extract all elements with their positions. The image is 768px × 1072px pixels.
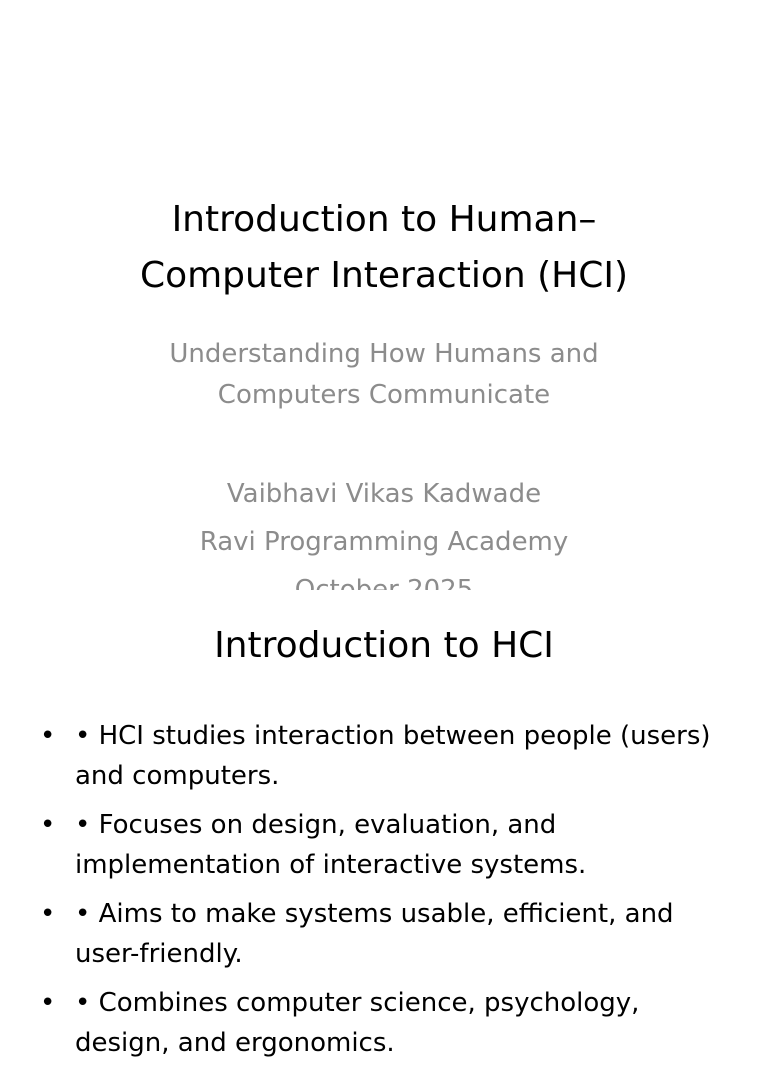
presentation-title-line-2: Computer Interaction (HCI) bbox=[139, 255, 629, 296]
bullet-item bbox=[40, 983, 720, 1063]
presentation-title-line-1: Introduction to Human– bbox=[171, 199, 597, 240]
bullet-text: • Focuses on design, evaluation, and implementation of interactive systems. bbox=[75, 810, 587, 880]
presentation-title bbox=[60, 192, 708, 304]
bullet-text: • Aims to make systems usable, efficient, and user-friendly. bbox=[75, 899, 674, 969]
bullet-item bbox=[40, 894, 720, 974]
bullet-text: • Combines computer science, psychology, design, and ergonomics. bbox=[75, 988, 640, 1058]
bullet-dot-icon: • bbox=[40, 899, 56, 929]
bullet-dot-icon: • bbox=[40, 721, 56, 751]
bullet-item bbox=[40, 805, 720, 885]
bullet-item bbox=[40, 716, 720, 796]
slide-title: Introduction to HCI bbox=[214, 625, 554, 666]
presentation-subtitle bbox=[60, 334, 708, 614]
subtitle-spacer bbox=[60, 416, 708, 470]
organization-name: Ravi Programming Academy bbox=[199, 527, 569, 557]
subtitle-line-2: Computers Communicate bbox=[217, 380, 551, 410]
subtitle-line-1: Understanding How Humans and bbox=[169, 339, 599, 369]
bullet-dot-icon: • bbox=[40, 810, 56, 840]
bullet-list bbox=[40, 716, 720, 1072]
bullet-text: • HCI studies interaction between people (users) and computers. bbox=[75, 721, 711, 791]
bullet-dot-icon: • bbox=[40, 988, 56, 1018]
author-name: Vaibhavi Vikas Kadwade bbox=[226, 479, 542, 509]
content-slide bbox=[0, 590, 768, 1058]
